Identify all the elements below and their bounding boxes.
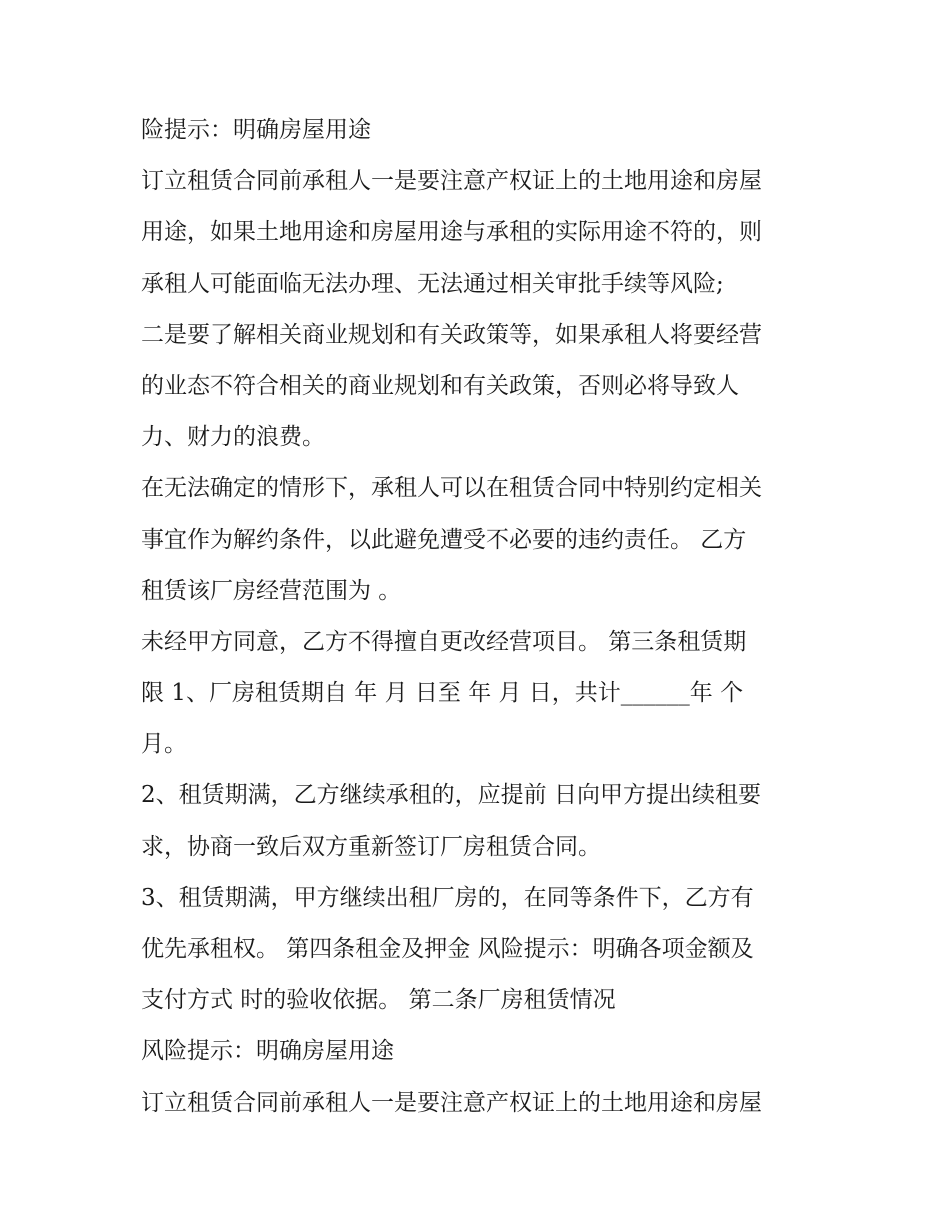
text-line: 求，协商一致后双方重新签订厂房租赁合同。 (141, 833, 601, 860)
text-line: 用途，如果土地用途和房屋用途与承租的实际用途不符的，则 (141, 219, 762, 246)
text-line: 承租人可能面临无法办理、无法通过相关审批手续等风险; (141, 270, 724, 297)
text-line: 限 1、厂房租赁期自 年 月 日至 年 月 日，共计______年 个 (141, 680, 744, 707)
text-line: 事宜作为解约条件，以此避免遭受不必要的违约责任。 乙方 (141, 526, 747, 553)
text-line: 的业态不符合相关的商业规划和有关政策，否则必将导致人 (141, 372, 739, 399)
text-line: 优先承租权。 第四条租金及押金 风险提示：明确各项金额及 (141, 936, 754, 962)
text-line: 未经甲方同意，乙方不得擅自更改经营项目。 第三条租赁期 (141, 628, 747, 655)
text-line: 2、租赁期满，乙方继续承租的，应提前 日向甲方提出续租要 (141, 782, 761, 809)
text-line: 险提示：明确房屋用途 (141, 117, 371, 143)
text-line: 二是要了解相关商业规划和有关政策等，如果承租人将要经营 (141, 321, 762, 348)
text-line: 在无法确定的情形下，承租人可以在租赁合同中特别约定相关 (141, 475, 762, 502)
text-line: 力、财力的浪费。 (141, 424, 325, 451)
document-body (141, 110, 831, 1134)
text-line: 订立租赁合同前承租人一是要注意产权证上的土地用途和房屋 (141, 1089, 762, 1116)
text-line: 租赁该厂房经营范围为 。 (141, 577, 402, 604)
text-line: 支付方式 时的验收依据。 第二条厂房租赁情况 (141, 987, 616, 1014)
text-line: 订立租赁合同前承租人一是要注意产权证上的土地用途和房屋 (141, 168, 762, 195)
text-line: 3、租赁期满，甲方继续出租厂房的，在同等条件下，乙方有 (141, 884, 754, 911)
text-line: 风险提示：明确房屋用途 (141, 1038, 394, 1065)
text-line: 月。 (141, 731, 187, 758)
